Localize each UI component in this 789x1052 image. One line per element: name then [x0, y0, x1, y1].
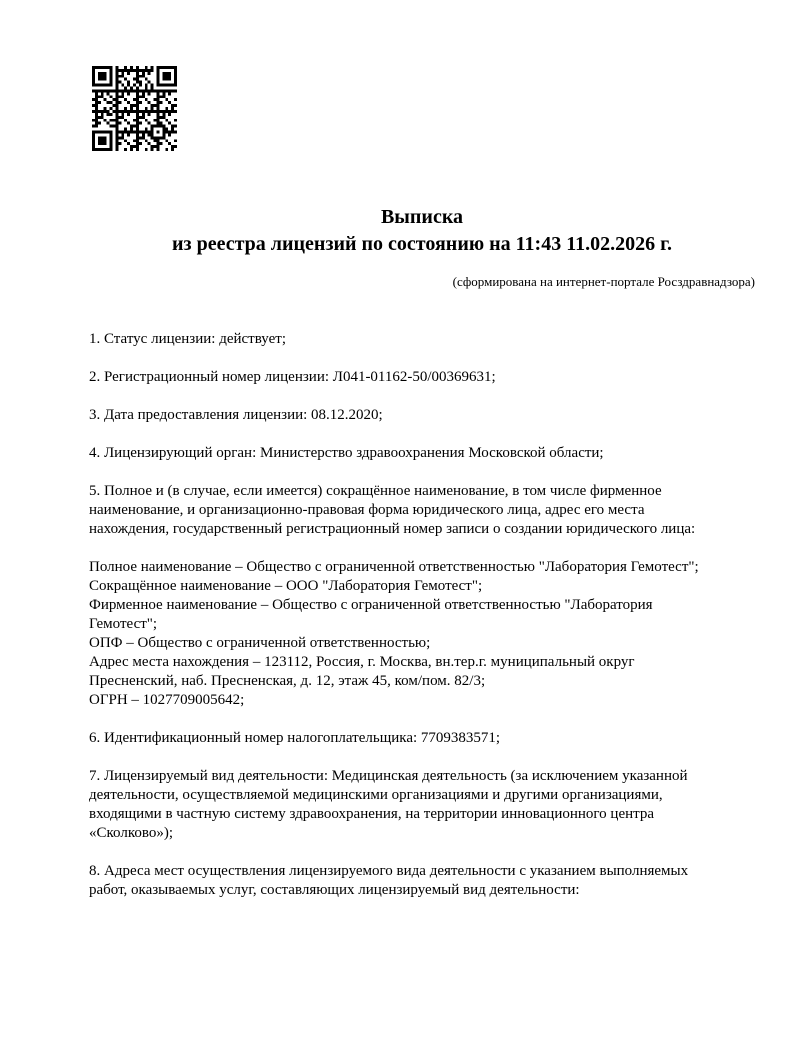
text-line: «Сколково»);: [89, 825, 173, 841]
paragraph: [89, 729, 755, 748]
text-line: ОПФ – Общество с ограниченной ответственностью;: [89, 635, 431, 651]
document-body: [89, 330, 755, 900]
text-line: 3. Дата предоставления лицензии: 08.12.2020;: [89, 407, 383, 423]
paragraph: [89, 558, 755, 710]
document-content: [89, 0, 755, 919]
title-line-2: из реестра лицензий по состоянию на 11:43 11.02.2026 г.: [172, 233, 672, 255]
text-line: нахождения, государственный регистрационный номер записи о создании юридического лица:: [89, 521, 696, 537]
text-line: Сокращённое наименование – ООО "Лаборатория Гемотест";: [89, 578, 483, 594]
paragraph: [89, 330, 755, 349]
text-line: 2. Регистрационный номер лицензии: Л041-01162-50/00369631;: [89, 369, 496, 385]
text-line: работ, оказываемых услуг, составляющих лицензируемый вид деятельности:: [89, 882, 580, 898]
text-line: Пресненский, наб. Пресненская, д. 12, этаж 45, ком/пом. 82/3;: [89, 673, 486, 689]
paragraph: [89, 368, 755, 387]
text-line: Полное наименование – Общество с ограниченной ответственностью "Лаборатория Гемотест";: [89, 559, 699, 575]
text-line: 5. Полное и (в случае, если имеется) сокращённое наименование, в том числе фирменное: [89, 483, 662, 499]
text-line: Гемотест";: [89, 616, 158, 632]
document-subtitle: (сформирована на интернет-портале Росздравнадзора): [452, 274, 755, 289]
text-line: 6. Идентификационный номер налогоплательщика: 7709383571;: [89, 730, 501, 746]
text-line: наименование, и организационно-правовая форма юридического лица, адрес его места: [89, 502, 645, 518]
text-line: 8. Адреса мест осуществления лицензируемого вида деятельности с указанием выполняемых: [89, 863, 689, 879]
document-title: [89, 204, 755, 258]
text-line: деятельности, осуществляемой медицинскими организациями и другими организациями,: [89, 787, 663, 803]
text-line: Адрес места нахождения – 123112, Россия, г. Москва, вн.тер.г. муниципальный округ: [89, 654, 635, 670]
text-line: ОГРН – 1027709005642;: [89, 692, 245, 708]
title-line-1: Выписка: [380, 206, 464, 228]
text-line: Фирменное наименование – Общество с ограниченной ответственностью "Лаборатория: [89, 597, 653, 613]
paragraph: [89, 444, 755, 463]
paragraph: [89, 862, 755, 900]
paragraph: [89, 406, 755, 425]
text-line: 1. Статус лицензии: действует;: [89, 331, 286, 347]
paragraph: [89, 767, 755, 843]
paragraph: [89, 482, 755, 539]
text-line: 4. Лицензирующий орган: Министерство здравоохранения Московской области;: [89, 445, 604, 461]
text-line: 7. Лицензируемый вид деятельности: Медицинская деятельность (за исключением указанной: [89, 768, 688, 784]
text-line: входящими в частную систему здравоохранения, на территории инновационного центра: [89, 806, 655, 822]
